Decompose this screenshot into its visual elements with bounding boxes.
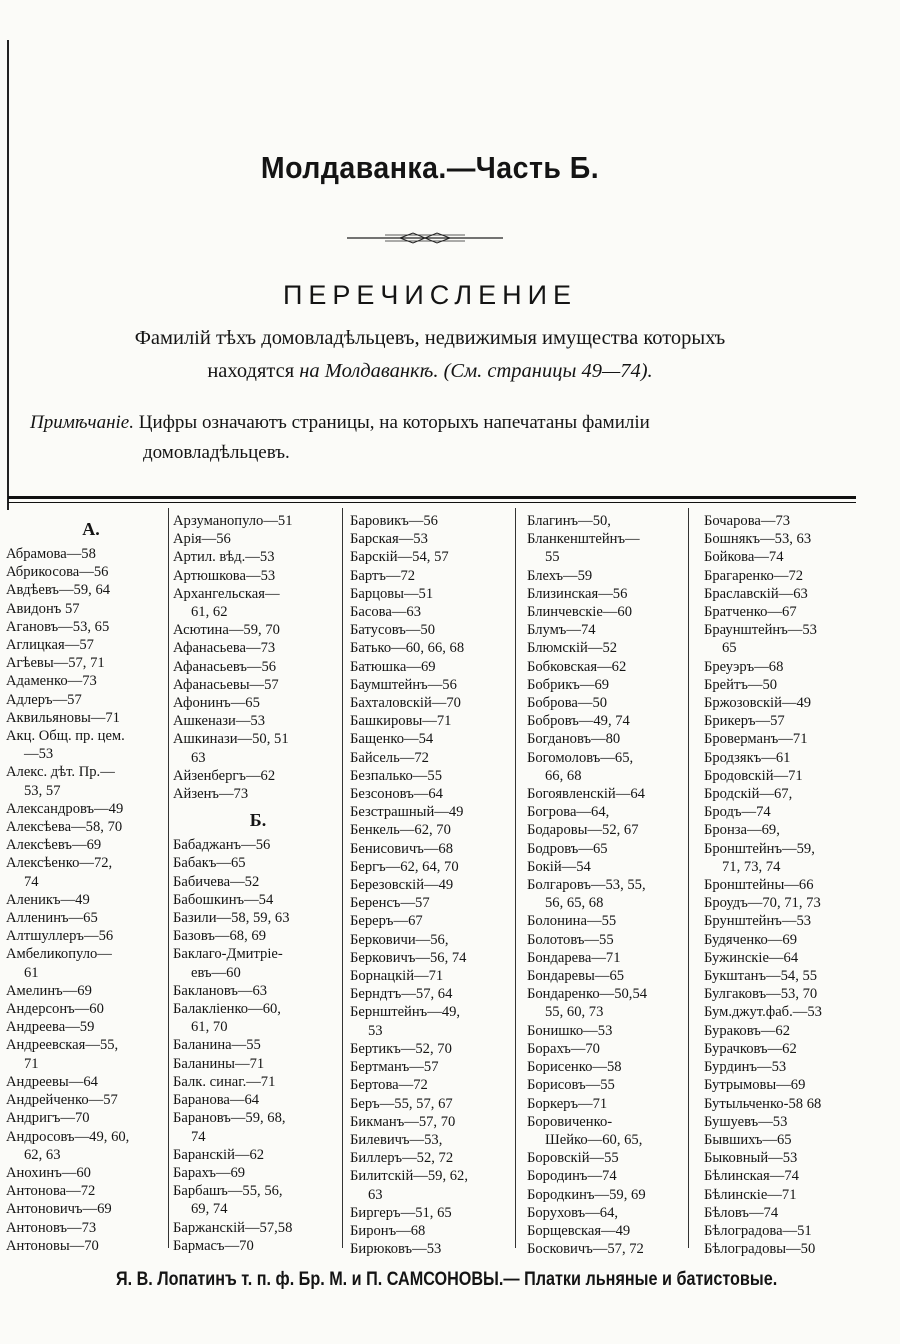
index-entry: Блехъ—59 <box>527 567 593 584</box>
index-entry <box>6 1255 176 1257</box>
index-entry: Агановъ—53, 65 <box>6 618 110 635</box>
index-entry: Антонова—72 <box>6 1183 96 1200</box>
index-entry: Босковичъ—57, 72 <box>527 1241 644 1257</box>
index-entry: Баклаго-Дмитріе- <box>173 946 283 963</box>
index-entry: Бобровъ—49, 74 <box>527 713 630 730</box>
index-entry: Барахъ—69 <box>173 1164 246 1181</box>
index-entry: Бочарова—73 <box>704 513 791 529</box>
entry-continuation: 53, 57 <box>24 782 61 799</box>
index-entry: Барцовы—51 <box>350 585 434 602</box>
entry-continuation: 55, 60, 73 <box>545 1004 604 1021</box>
index-entry: Бодровъ—65 <box>527 840 608 857</box>
index-entry: Безсоновъ—64 <box>350 786 443 803</box>
column-separator <box>342 508 343 1248</box>
subheading-line-1: Фамилій тѣхъ домовладѣльцевъ, недвижимыя имущества которыхъ <box>134 327 726 349</box>
entry-continuation: 55 <box>545 549 560 566</box>
index-entry: Баланина—55 <box>173 1037 261 1054</box>
entry-continuation: 71, 73, 74 <box>722 858 781 875</box>
index-entry: Бойкова—74 <box>704 549 784 566</box>
index-column-2 <box>173 512 343 1257</box>
index-entry: Боровскій—55 <box>527 1150 619 1167</box>
index-entry: Баранскій—62 <box>173 1146 265 1163</box>
index-entry: Бирюковъ—53 <box>350 1241 442 1257</box>
index-entry: Бобковская—62 <box>527 658 627 675</box>
entry-continuation: 63 <box>368 1186 383 1203</box>
index-entry: Болгаровъ—53, 55, <box>527 877 646 894</box>
index-entry: Браунштейнъ—53 <box>704 622 817 639</box>
index-entry: Богрова—64, <box>527 804 610 821</box>
index-entry: Бутыльченко-58 68 <box>704 1095 822 1112</box>
index-entry: Бронштейны—66 <box>704 877 814 894</box>
index-entry: Булгаковъ—53, 70 <box>704 986 818 1003</box>
index-entry: Брагаренко—72 <box>704 567 804 584</box>
section-letter: А. <box>82 519 100 539</box>
index-entry: Бабошкинъ—54 <box>173 891 274 908</box>
index-entry: Бабакъ—65 <box>173 855 246 872</box>
entry-continuation: 69, 74 <box>191 1201 228 1218</box>
index-entry: Ашкенази—53 <box>173 713 266 730</box>
index-entry: Абрикосова—56 <box>6 564 109 581</box>
index-entry: Бурдинъ—53 <box>704 1059 787 1076</box>
index-column-3 <box>350 512 520 1257</box>
index-entry: Братченко—67 <box>704 604 797 621</box>
entry-continuation: 74 <box>24 873 39 890</box>
index-entry: Билевичъ—53, <box>350 1131 443 1148</box>
index-entry: Бабичева—52 <box>173 873 260 890</box>
index-entry: Бѣлоградова—51 <box>704 1222 812 1239</box>
entry-continuation: 66, 68 <box>545 767 582 784</box>
index-entry: Бикманъ—57, 70 <box>350 1113 456 1130</box>
note-text-continued: домовладѣльцевъ. <box>143 442 290 463</box>
entry-continuation: 56, 65, 68 <box>545 895 604 912</box>
index-entry: Бенисовичъ—68 <box>350 840 454 857</box>
index-entry: Богоявленскій—64 <box>527 786 645 803</box>
index-column-4 <box>527 512 697 1257</box>
index-entry: Баклановъ—63 <box>173 982 268 999</box>
index-entry: Алекс. дѣт. Пр.— <box>6 764 115 781</box>
index-entry: Брейтъ—50 <box>704 676 778 693</box>
index-entry: Бронза—69, <box>704 822 780 839</box>
index-entry: Батько—60, 66, 68 <box>350 640 465 657</box>
subheading-line-2 <box>20 355 840 388</box>
index-entry: Берндтъ—57, 64 <box>350 986 453 1003</box>
index-entry: Бармасъ—70 <box>173 1237 254 1254</box>
index-entry: Бураковъ—62 <box>704 1022 790 1039</box>
index-column-5 <box>704 512 874 1257</box>
index-entry: Бродъ—74 <box>704 804 771 821</box>
index-entry: Боруховъ—64, <box>527 1204 619 1221</box>
column-separator <box>688 508 689 1248</box>
index-entry: Батусовъ—50 <box>350 622 435 639</box>
index-entry: Бокій—54 <box>527 858 591 875</box>
column-separator <box>168 508 169 1248</box>
section-heading: ПЕРЕЧИСЛЕНИЕ <box>282 280 578 310</box>
index-entry: Барановъ—59, 68, <box>173 1110 286 1127</box>
index-entry: Блюмскій—52 <box>527 640 618 657</box>
entry-continuation: 61, 70 <box>191 1019 228 1036</box>
index-entry: Андерсонъ—60 <box>6 1001 104 1018</box>
index-entry: Баровикъ—56 <box>350 513 438 529</box>
index-entry: Алтшуллеръ—56 <box>6 928 114 945</box>
index-entry: Айзенбергъ—62 <box>173 767 276 784</box>
index-entry: Антоновичъ—69 <box>6 1201 112 1218</box>
index-entry: Безпалько—55 <box>350 767 442 784</box>
entry-continuation: 62, 63 <box>24 1146 61 1163</box>
index-entry: Архангельская— <box>173 585 280 602</box>
index-entry: Бывшихъ—65 <box>704 1131 792 1148</box>
index-entry: Болотовъ—55 <box>527 931 614 948</box>
index-entry: Браславскій—63 <box>704 585 808 602</box>
index-entry: Айзенъ—73 <box>173 786 249 803</box>
index-entry: Басова—63 <box>350 604 421 621</box>
index-entry: Баржанскій—57,58 <box>173 1219 293 1236</box>
index-entry: Близинская—56 <box>527 585 628 602</box>
index-entry: Афанасьева—73 <box>173 640 276 657</box>
note-label: Примѣчаніе. <box>30 412 134 433</box>
index-entry: Бертикъ—52, 70 <box>350 1040 452 1057</box>
index-entry: Артюшкова—53 <box>173 567 276 584</box>
index-entry: Богомоловъ—65, <box>527 749 634 766</box>
index-entry: Бородкинъ—59, 69 <box>527 1186 646 1203</box>
index-entry: Алексѣева—58, 70 <box>6 819 123 836</box>
index-entry: Блинчевскіе—60 <box>527 604 632 621</box>
index-entry: Береръ—67 <box>350 913 423 930</box>
index-entry: Бертманъ—57 <box>350 1059 439 1076</box>
index-entry: Бродскій—67, <box>704 786 793 803</box>
index-entry: Базовъ—68, 69 <box>173 928 266 945</box>
index-entry: Арія—56 <box>173 531 231 548</box>
section-letter: Б. <box>249 810 267 831</box>
index-entry: Андреева—59 <box>6 1019 95 1036</box>
index-entry: Берковичъ—56, 74 <box>350 949 467 966</box>
index-entry: Абрамова—58 <box>6 546 96 562</box>
index-entry: Бертова—72 <box>350 1077 428 1094</box>
index-entry: Амелинъ—69 <box>6 982 92 999</box>
index-entry: Борнацкій—71 <box>350 968 444 985</box>
index-entry: Болонина—55 <box>527 913 617 930</box>
index-entry: Бонишко—53 <box>527 1022 613 1039</box>
index-entry: Богдановъ—80 <box>527 731 621 748</box>
index-entry: Бахталовскій—70 <box>350 695 461 712</box>
index-entry: Андрейченко—57 <box>6 1092 118 1109</box>
index-entry: Барбашъ—55, 56, <box>173 1183 283 1200</box>
index-entry: Адлеръ—57 <box>6 691 82 708</box>
index-entry: Борисенко—58 <box>527 1059 622 1076</box>
index-entry: Бутрымовы—69 <box>704 1077 806 1094</box>
index-entry: Аквильяновы—71 <box>6 709 120 726</box>
entry-continuation: 63 <box>191 749 206 766</box>
index-entry: Бурачковъ—62 <box>704 1040 797 1057</box>
index-entry: Авидонъ 57 <box>6 600 80 617</box>
index-entry: Билитскій—59, 62, <box>350 1168 468 1185</box>
index-entry: Батюшка—69 <box>350 658 436 675</box>
index-entry: Балк. синаг.—71 <box>173 1073 276 1090</box>
index-entry: Акц. Общ. пр. цем. <box>6 728 125 745</box>
entry-continuation: 61 <box>24 964 39 981</box>
index-entry: Баранова—64 <box>173 1092 260 1109</box>
index-entry: Алексѣевъ—69 <box>6 837 102 854</box>
index-entry: Андросовъ—49, 60, <box>6 1128 130 1145</box>
index-entry: Александровъ—49 <box>6 800 124 817</box>
note <box>30 408 840 468</box>
index-entry: Бѣлинскіе—71 <box>704 1186 797 1203</box>
index-entry: Борахъ—70 <box>527 1040 600 1057</box>
index-entry: Боброва—50 <box>527 695 608 712</box>
index-entry: Берковичи—56, <box>350 931 449 948</box>
index-entry: Андреевская—55, <box>6 1037 119 1054</box>
index-column-1 <box>6 512 176 1257</box>
index-entry: Барская—53 <box>350 531 428 548</box>
index-entry: Балакліенко—60, <box>173 1001 281 1018</box>
index-entry: Алленинъ—65 <box>6 910 98 927</box>
index-entry: Быковный—53 <box>704 1150 798 1167</box>
index-entry: Беръ—55, 57, 67 <box>350 1095 453 1112</box>
index-entry: Благинъ—50, <box>527 513 611 529</box>
index-entry: Амбеликопуло— <box>6 946 112 963</box>
index-entry: Байсель—72 <box>350 749 429 766</box>
index-entry: Березовскій—49 <box>350 877 454 894</box>
column-separator <box>515 508 516 1248</box>
index-entry: Бергъ—62, 64, 70 <box>350 858 459 875</box>
entry-continuation: 53 <box>368 1022 383 1039</box>
index-entry: Барскій—54, 57 <box>350 549 449 566</box>
index-entry: Бѣловъ—74 <box>704 1204 779 1221</box>
advertisement-footer: Я. В. Лопатинъ т. п. ф. Бр. М. и П. САМСОНОВЫ.— Платки льняные и батистовые. <box>115 1268 778 1290</box>
index-entry: Брикеръ—57 <box>704 713 785 730</box>
index-entry: Бум.джут.фаб.—53 <box>704 1004 822 1021</box>
index-entry: Бондарева—71 <box>527 949 621 966</box>
thin-rule <box>8 502 856 503</box>
index-entry: Баланины—71 <box>173 1055 265 1072</box>
index-entry: Агѣевы—57, 71 <box>6 655 105 672</box>
index-entry: Бондаревы—65 <box>527 968 625 985</box>
index-entry: Авдѣевъ—59, 64 <box>6 582 111 599</box>
index-entry: Борисовъ—55 <box>527 1077 615 1094</box>
index-entry: Башкировы—71 <box>350 713 452 730</box>
subheading-line-2-italic: на Молдаванкѣ. (См. страницы 49—74). <box>299 360 653 382</box>
index-entry: Афонинъ—65 <box>173 695 260 712</box>
entry-continuation: Шейко—60, 65, <box>545 1131 643 1148</box>
entry-continuation: евъ—60 <box>191 964 241 981</box>
index-entry: Артил. вѣд.—53 <box>173 549 275 566</box>
index-entry: Базили—58, 59, 63 <box>173 910 290 927</box>
index-entry: Боркеръ—71 <box>527 1095 608 1112</box>
heavy-rule <box>8 496 856 499</box>
index-entry: Адаменко—73 <box>6 673 97 690</box>
note-text: Цифры означаютъ страницы, на которыхъ напечатаны фамиліи <box>133 412 650 433</box>
index-entry: Бронштейнъ—59, <box>704 840 815 857</box>
index-entry: Бартъ—72 <box>350 567 416 584</box>
index-entry: Ашкинази—50, 51 <box>173 731 289 748</box>
index-entry: Бланкенштейнъ— <box>527 531 640 548</box>
index-entry: Беренсъ—57 <box>350 895 430 912</box>
subheading-line-2-prefix: находятся <box>207 360 300 382</box>
index-entry: Аглицкая—57 <box>6 637 94 654</box>
entry-continuation: 71 <box>24 1055 39 1072</box>
index-entry: Биллеръ—52, 72 <box>350 1150 454 1167</box>
index-entry: Бондаренко—50,54 <box>527 986 648 1003</box>
index-entry: Баумштейнъ—56 <box>350 676 457 693</box>
index-entry: Бушуевъ—53 <box>704 1113 788 1130</box>
index-entry: Безстрашный—49 <box>350 804 464 821</box>
entry-continuation: 74 <box>191 1128 206 1145</box>
index-entry: Биронъ—68 <box>350 1222 426 1239</box>
index-entry: Броудъ—70, 71, 73 <box>704 895 821 912</box>
index-entry: Броверманъ—71 <box>704 731 808 748</box>
entry-continuation: —53 <box>24 746 54 763</box>
index-entry: Алексѣенко—72, <box>6 855 113 872</box>
index-entry: Бодаровы—52, 67 <box>527 822 639 839</box>
index-entry: Бобрикъ—69 <box>527 676 610 693</box>
index-entry: Брунштейнъ—53 <box>704 913 812 930</box>
index-entry: Аленикъ—49 <box>6 891 90 908</box>
index-entry: Асютина—59, 70 <box>173 622 280 639</box>
index-entry: Бернштейнъ—49, <box>350 1004 461 1021</box>
index-entry: Биргеръ—51, 65 <box>350 1204 452 1221</box>
index-entry: Бошнякъ—53, 63 <box>704 531 812 548</box>
index-entry: Бреуэръ—68 <box>704 658 784 675</box>
entry-continuation: 65 <box>722 640 737 657</box>
index-entry: Бабаджанъ—56 <box>173 837 271 854</box>
index-entry: Бржозовскій—49 <box>704 695 812 712</box>
index-entry: Бужинскіе—64 <box>704 949 799 966</box>
index-entry: Будяченко—69 <box>704 931 797 948</box>
index-entry: Анохинъ—60 <box>6 1164 91 1181</box>
page-title: Молдаванка.—Часть Б. <box>260 150 600 185</box>
index-entry: Блумъ—74 <box>527 622 596 639</box>
index-entry: Арзуманопуло—51 <box>173 513 293 529</box>
index-entry: Бѣлинская—74 <box>704 1168 799 1185</box>
index-entry: Букштанъ—54, 55 <box>704 968 818 985</box>
index-entry: Борщевская—49 <box>527 1222 631 1239</box>
index-entry: Бородинъ—74 <box>527 1168 617 1185</box>
index-entry: Андригъ—70 <box>6 1110 90 1127</box>
subheading <box>20 322 840 388</box>
ornament-divider <box>345 228 505 248</box>
index-entry: Антоновы—70 <box>6 1237 99 1254</box>
index-entry: Боровиченко- <box>527 1113 613 1130</box>
page-edge-line <box>7 40 9 510</box>
index-entry: Афанасьевы—57 <box>173 676 279 693</box>
index-entry: Бѣлоградовы—50 <box>704 1241 816 1257</box>
index-entry: Антоновъ—73 <box>6 1219 97 1236</box>
entry-continuation: 61, 62 <box>191 604 228 621</box>
index-entry: Афанасьевъ—56 <box>173 658 277 675</box>
index-entry: Бащенко—54 <box>350 731 434 748</box>
index-entry: Бенкель—62, 70 <box>350 822 451 839</box>
index-entry: Бродовскій—71 <box>704 767 803 784</box>
index-entry: Бродзякъ—61 <box>704 749 791 766</box>
index-entry: Андреевы—64 <box>6 1073 98 1090</box>
